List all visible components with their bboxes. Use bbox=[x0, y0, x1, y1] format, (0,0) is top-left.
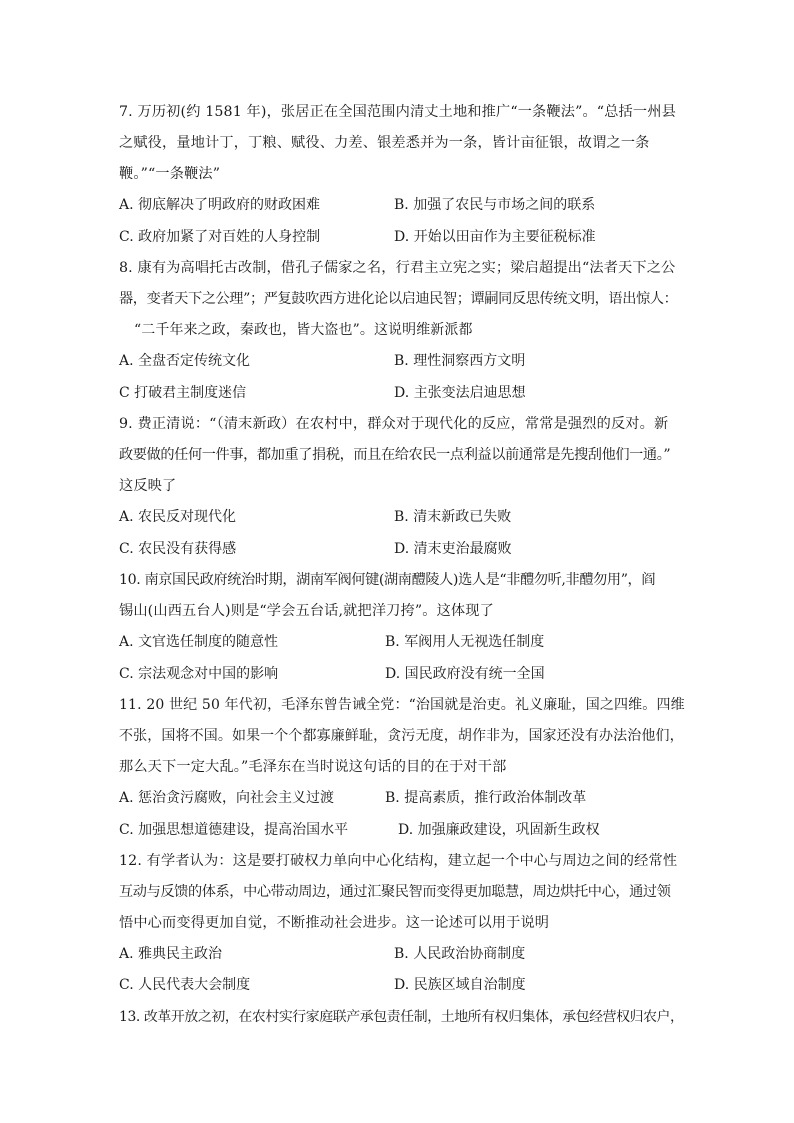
q7-stem-line-1: 7. 万历初(约 1581 年)，张居正在全国范围内清丈土地和推广“一条鞭法”。“总括一州县 bbox=[119, 104, 676, 120]
q11-option-d[interactable]: D. 加强廉政建设，巩固新生政权 bbox=[398, 822, 600, 838]
q12-stem-line-1: 12. 有学者认为：这是要打破权力单向中心化结构，建立起一个中心与周边之间的经常性 bbox=[119, 853, 678, 869]
q10-stem-line-1: 10. 南京国民政府统治时期，湖南军阀何键(湖南醴陵人)选人是“非醴勿听,非醴勿用”，阎 bbox=[119, 572, 656, 588]
q7-option-d[interactable]: D. 开始以田亩作为主要征税标准 bbox=[394, 229, 596, 245]
q9-stem-line-3: 这反映了 bbox=[119, 478, 177, 494]
q12-stem-line-2: 互动与反馈的体系，中心带动周边，通过汇聚民智而变得更加聪慧，周边烘托中心，通过领 bbox=[119, 884, 671, 900]
q7-stem-line-2: 之赋役，量地计丁，丁粮、赋役、力差、银差悉并为一条，皆计亩征银，故谓之一条 bbox=[119, 135, 650, 151]
q7-stem-line-3: 鞭。”“一条鞭法” bbox=[119, 166, 221, 182]
q9-option-c[interactable]: C. 农民没有获得感 bbox=[119, 541, 237, 557]
q9-stem-line-1: 9. 费正清说：“（清末新政）在农村中，群众对于现代化的反应，常常是强烈的反对。新 bbox=[119, 416, 669, 432]
q11-stem-line-1: 11. 20 世纪 50 年代初，毛泽东曾告诫全党：“治国就是治吏。礼义廉耻，国之四维。四维 bbox=[119, 697, 685, 713]
q9-option-a[interactable]: A. 农民反对现代化 bbox=[119, 509, 237, 525]
q12-option-d[interactable]: D. 民族区域自治制度 bbox=[394, 977, 526, 993]
q11-stem-line-2: 不张，国将不国。如果一个个都寡廉鲜耻，贪污无度，胡作非为，国家还没有办法治他们， bbox=[119, 728, 684, 744]
q11-stem-line-3: 那么天下一定大乱。”毛泽东在当时说这句话的目的在于对干部 bbox=[119, 759, 507, 775]
q12-stem-line-3: 悟中心而变得更加自觉，不断推动社会进步。这一论述可以用于说明 bbox=[119, 915, 550, 931]
q8-option-b[interactable]: B. 理性洞察西方文明 bbox=[394, 353, 526, 369]
q9-option-d[interactable]: D. 清末吏治最腐败 bbox=[394, 541, 512, 557]
q7-option-a[interactable]: A. 彻底解决了明政府的财政困难 bbox=[119, 197, 321, 213]
q10-option-d[interactable]: D. 国民政府没有统一全国 bbox=[385, 666, 545, 682]
q12-option-b[interactable]: B. 人民政治协商制度 bbox=[394, 946, 526, 962]
q8-option-d[interactable]: D. 主张变法启迪思想 bbox=[394, 385, 526, 401]
q13-stem-line-1: 13. 改革开放之初，在农村实行家庭联产承包责任制，土地所有权归集体，承包经营权归农户， bbox=[119, 1009, 684, 1025]
q11-option-c[interactable]: C. 加强思想道德建设，提高治国水平 bbox=[119, 822, 349, 838]
q10-stem-line-2: 锡山(山西五台人)则是“学会五台话,就把洋刀挎”。这体现了 bbox=[119, 603, 494, 619]
q11-option-b[interactable]: B. 提高素质，推行政治体制改革 bbox=[385, 790, 587, 806]
q8-stem-line-2: 器，变者天下之公理”；严复鼓吹西方进化论以启迪民智；谭嗣同反思传统文明，语出惊人： bbox=[119, 291, 678, 307]
q11-option-a[interactable]: A. 惩治贪污腐败，向社会主义过渡 bbox=[119, 790, 335, 806]
q8-option-c[interactable]: C 打破君主制度迷信 bbox=[119, 385, 247, 401]
q9-option-b[interactable]: B. 清末新政已失败 bbox=[394, 509, 512, 525]
q9-stem-line-2: 政要做的任何一件事，都加重了捐税，而且在给农民一点利益以前通常是先搜刮他们一通。” bbox=[119, 447, 671, 463]
q12-option-a[interactable]: A. 雅典民主政治 bbox=[119, 946, 223, 962]
q8-stem-line-1: 8. 康有为高唱托古改制，借孔子儒家之名，行君主立宪之实；梁启超提出“法者天下之公 bbox=[119, 260, 676, 276]
q7-option-c[interactable]: C. 政府加紧了对百姓的人身控制 bbox=[119, 229, 321, 245]
q8-option-a[interactable]: A. 全盘否定传统文化 bbox=[119, 353, 251, 369]
q12-option-c[interactable]: C. 人民代表大会制度 bbox=[119, 977, 251, 993]
q10-option-a[interactable]: A. 文官选任制度的随意性 bbox=[119, 634, 279, 650]
q10-option-c[interactable]: C. 宗法观念对中国的影响 bbox=[119, 666, 279, 682]
q10-option-b[interactable]: B. 军阀用人无视选任制度 bbox=[385, 634, 545, 650]
q7-option-b[interactable]: B. 加强了农民与市场之间的联系 bbox=[394, 197, 596, 213]
q8-stem-line-3: “二千年来之政，秦政也，皆大盗也”。这说明维新派都 bbox=[134, 322, 473, 338]
